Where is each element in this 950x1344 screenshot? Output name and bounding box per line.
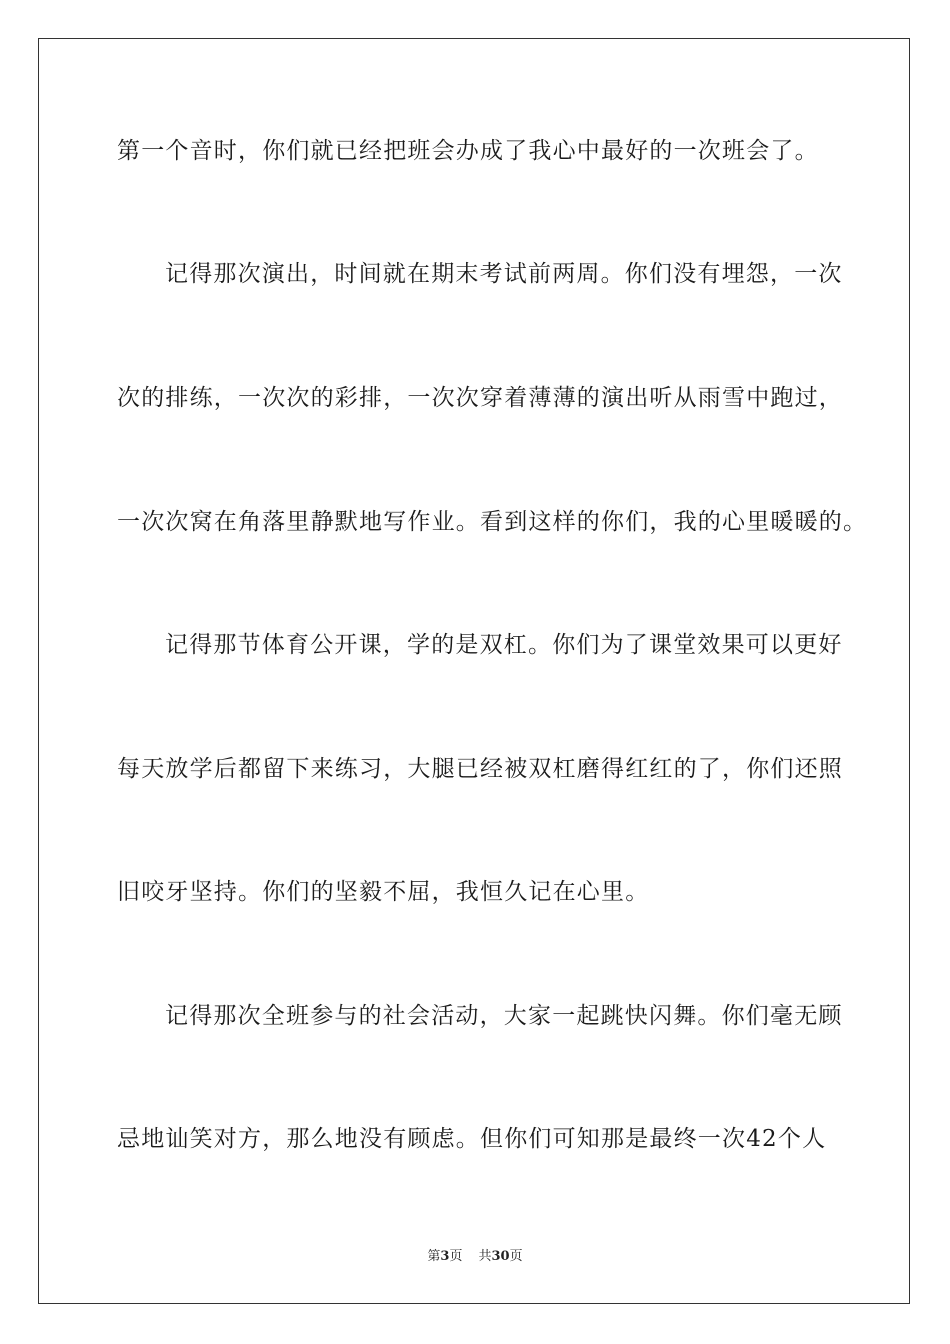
page-number: 3 <box>440 1249 450 1264</box>
paragraph-3-line-2: 每天放学后都留下来练习，大腿已经被双杠磨得红红的了，你们还照 <box>117 756 843 782</box>
paragraph-4-line-2: 忌地讪笑对方，那么地没有顾虑。但你们可知那是最终一次42个人 <box>117 1126 827 1152</box>
total-suffix: 页 <box>509 1249 523 1264</box>
paragraph-2-line-2: 次的排练，一次次的彩排，一次次穿着薄薄的演出听从雨雪中跑过， <box>117 385 843 411</box>
page-suffix: 页 <box>449 1249 463 1264</box>
total-pages: 30 <box>491 1249 510 1264</box>
page-border <box>38 38 910 1304</box>
text-line-1: 第一个音时，你们就已经把班会办成了我心中最好的一次班会了。 <box>117 138 819 164</box>
paragraph-3-line-1: 记得那节体育公开课，学的是双杠。你们为了课堂效果可以更好 <box>165 632 843 658</box>
paragraph-2-line-3: 一次次窝在角落里静默地写作业。看到这样的你们，我的心里暖暖的。 <box>117 509 868 535</box>
paragraph-3-line-3: 旧咬牙坚持。你们的坚毅不屈，我恒久记在心里。 <box>117 879 650 905</box>
total-prefix: 共 <box>478 1249 492 1264</box>
paragraph-4-line-1: 记得那次全班参与的社会活动，大家一起跳快闪舞。你们毫无顾 <box>165 1003 843 1029</box>
page-footer <box>0 1248 950 1266</box>
page-prefix: 第 <box>427 1249 441 1264</box>
paragraph-2-line-1: 记得那次演出，时间就在期末考试前两周。你们没有埋怨，一次 <box>165 261 843 287</box>
